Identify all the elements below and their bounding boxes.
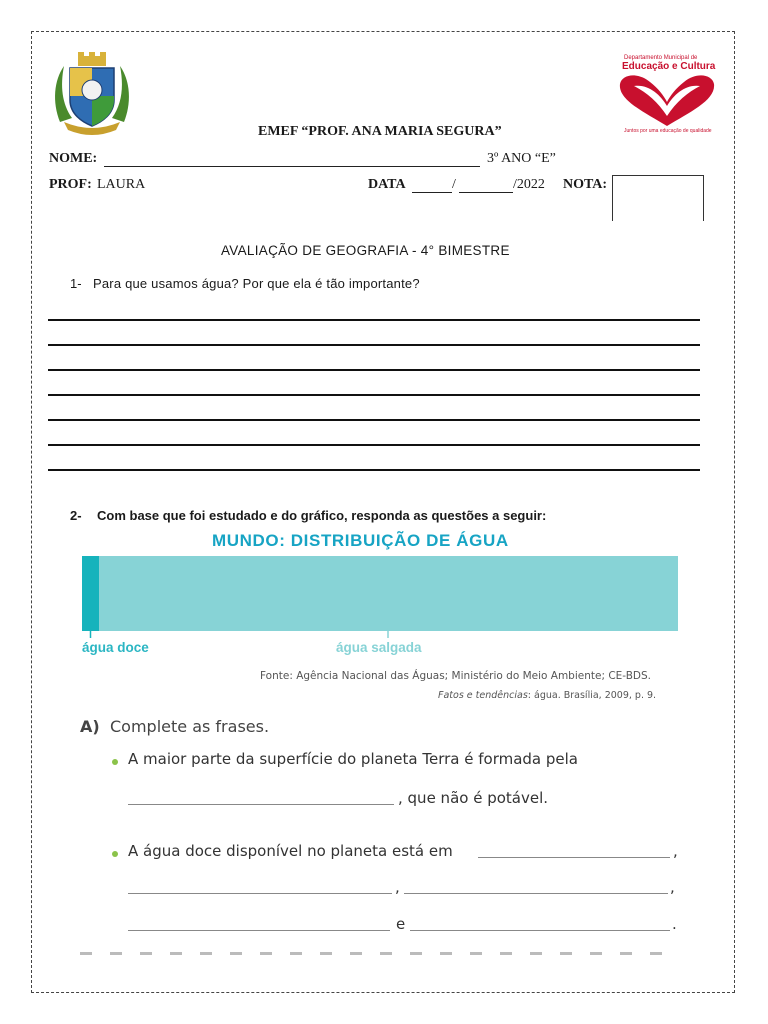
dept-logo-line1: Departamento Municipal de (624, 55, 698, 61)
answer-line[interactable] (48, 419, 700, 421)
grade-label: 3º ANO “E” (487, 151, 556, 166)
name-field[interactable] (104, 166, 480, 167)
answer-line[interactable] (48, 394, 700, 396)
prof-label: PROF: (49, 177, 92, 192)
bullet2-blank-1[interactable] (478, 857, 670, 858)
comma: , (670, 878, 675, 896)
cropped-next-line (80, 952, 680, 955)
answer-line[interactable] (48, 469, 700, 471)
bullet2-blank-2[interactable] (128, 893, 392, 894)
chart-source-line1: Fonte: Agência Nacional das Águas; Ministério do Meio Ambiente; CE-BDS. (260, 670, 652, 682)
bullet2-text: A água doce disponível no planeta está em (128, 842, 453, 860)
date-label: DATA (368, 177, 406, 192)
nota-box[interactable] (612, 175, 704, 221)
date-year: /2022 (513, 177, 545, 192)
school-name: EMEF “PROF. ANA MARIA SEGURA” (258, 124, 502, 139)
comma: , (673, 842, 678, 860)
section-a-label: A) (80, 717, 100, 736)
dept-logo-tagline: Juntos por uma educação de qualidade (624, 128, 712, 134)
name-label: NOME: (49, 151, 98, 166)
conjunction-e: e (396, 915, 406, 933)
label-agua-doce: água doce (82, 640, 149, 655)
bullet2-blank-3[interactable] (404, 893, 668, 894)
date-month-field[interactable] (459, 192, 513, 193)
source-italic: Fatos e tendências (438, 690, 528, 701)
question2-number: 2- (70, 508, 82, 523)
date-slash-1: / (452, 177, 456, 192)
exam-title: AVALIAÇÃO DE GEOGRAFIA - 4° BIMESTRE (221, 243, 510, 258)
bullet2-blank-5[interactable] (410, 930, 670, 931)
section-a-title: Complete as frases. (110, 717, 270, 736)
bullet-icon (112, 759, 118, 765)
question1-text: Para que usamos água? Por que ela é tão importante? (93, 276, 420, 291)
bullet1-suffix: , que não é potável. (398, 789, 549, 807)
answer-line[interactable] (48, 344, 700, 346)
source-rest: : água. Brasília, 2009, p. 9. (527, 690, 657, 701)
bar-agua-doce (82, 556, 99, 631)
bullet1-text: A maior parte da superfície do planeta Terra é formada pela (128, 750, 578, 768)
bullet-icon (112, 851, 118, 857)
dept-logo-line2: Educação e Cultura (622, 61, 716, 72)
answer-line[interactable] (48, 369, 700, 371)
chart-source-line2 (438, 690, 656, 701)
chart-title: MUNDO: DISTRIBUIÇÃO DE ÁGUA (212, 531, 509, 550)
nota-label: NOTA: (563, 177, 608, 192)
prof-name: LAURA (97, 177, 146, 192)
answer-line[interactable] (48, 444, 700, 446)
date-day-field[interactable] (412, 192, 452, 193)
answer-line[interactable] (48, 319, 700, 321)
question1-number: 1- (70, 276, 82, 291)
question2-text: Com base que foi estudado e do gráfico, responda as questões a seguir: (97, 508, 547, 523)
comma: , (395, 878, 400, 896)
period: . (672, 915, 677, 933)
municipal-coat-of-arms-icon (50, 52, 134, 136)
bullet1-blank[interactable] (128, 804, 394, 805)
bullet2-blank-4[interactable] (128, 930, 390, 931)
label-agua-salgada: água salgada (336, 640, 422, 655)
bar-agua-salgada (99, 556, 678, 631)
dept-heart-logo-icon (614, 72, 720, 132)
